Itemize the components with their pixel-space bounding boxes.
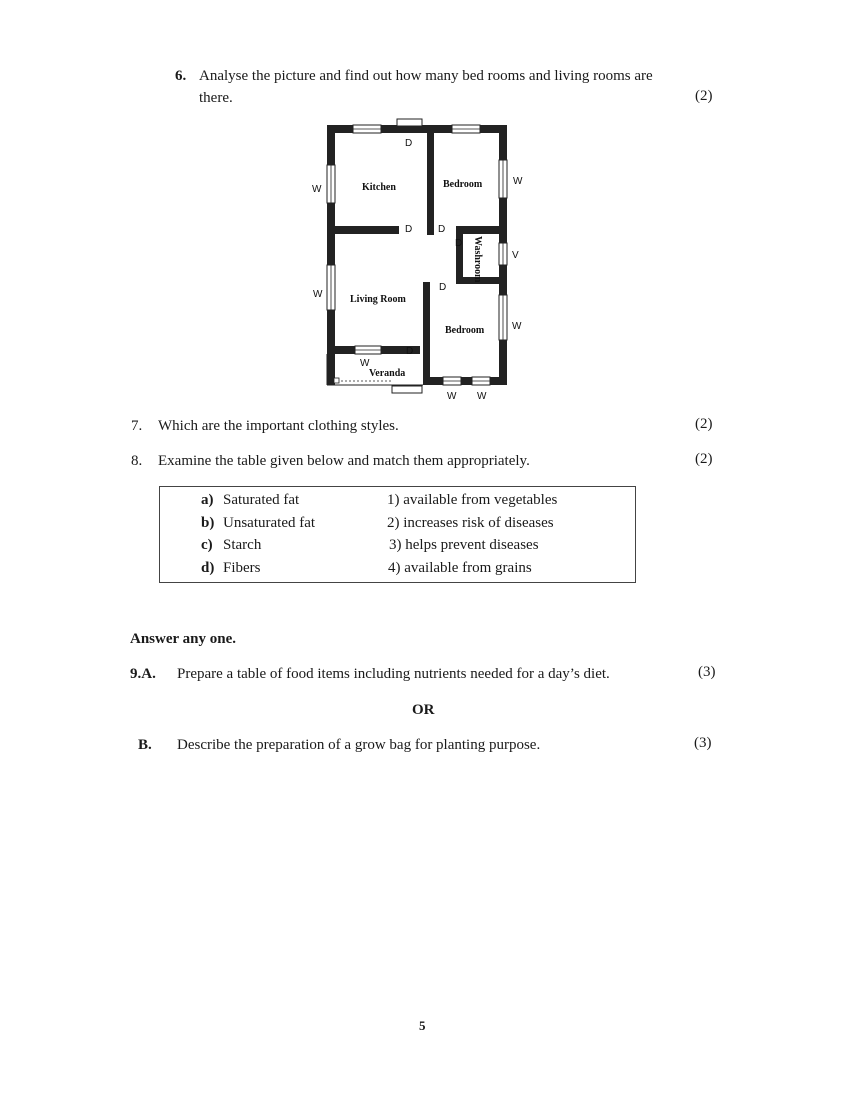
match-row-left: Fibers [223, 560, 261, 576]
window-label: W [512, 321, 522, 332]
veranda-step [392, 386, 422, 393]
room-label-washroom: Washroom [472, 236, 483, 283]
q9a-text: Prepare a table of food items including nutrients needed for a day’s diet. [177, 666, 610, 682]
window-label: W [360, 358, 370, 369]
q9b-text: Describe the preparation of a grow bag for planting purpose. [177, 737, 541, 753]
q9a-number: 9.A. [130, 666, 156, 682]
q8-text: Examine the table given below and match them appropriately. [158, 453, 530, 469]
q7-text: Which are the important clothing styles. [158, 418, 399, 434]
room-label-bedroom-1: Bedroom [443, 179, 483, 190]
match-row-right: 4) available from grains [388, 560, 532, 576]
window-label: W [313, 289, 323, 300]
q7-number: 7. [131, 418, 143, 434]
room-label-veranda: Veranda [369, 368, 406, 379]
wall-living-bedroom [423, 282, 430, 385]
or-separator: OR [412, 702, 435, 718]
match-row-left: Starch [223, 537, 262, 553]
match-row-label: a) [201, 492, 214, 508]
room-label-living-room: Living Room [350, 294, 406, 305]
q9b-number: B. [138, 737, 152, 753]
room-label-kitchen: Kitchen [362, 182, 396, 193]
window-label: W [513, 176, 523, 187]
wall-kitchen-living [327, 226, 399, 234]
q6-marks: (2) [695, 88, 713, 104]
wall-washroom-top [456, 226, 507, 234]
page-number: 5 [419, 1018, 426, 1033]
window-label: W [447, 391, 457, 400]
q8-number: 8. [131, 453, 143, 469]
floor-plan-diagram [305, 115, 525, 400]
match-row-right: 2) increases risk of diseases [387, 515, 554, 531]
wall-kitchen-bedroom [427, 125, 434, 235]
q9b-marks: (3) [694, 735, 712, 751]
match-row-left: Saturated fat [223, 492, 300, 508]
match-row-label: b) [201, 515, 215, 531]
q9a-marks: (3) [698, 664, 716, 680]
q6-text-line1: Analyse the picture and find out how many bed rooms and living rooms are [199, 68, 653, 84]
q6-number: 6. [175, 68, 187, 84]
match-row-left: Unsaturated fat [223, 515, 316, 531]
wall-washroom-left [456, 226, 463, 284]
door-label: D [406, 346, 414, 357]
window-label: W [477, 391, 487, 400]
room-label-bedroom-2: Bedroom [445, 325, 485, 336]
q6-text-line2: there. [199, 90, 233, 106]
window-label: W [312, 184, 322, 195]
q8-marks: (2) [695, 451, 713, 467]
answer-any-heading: Answer any one. [130, 631, 236, 647]
window-label-v: V [512, 250, 519, 261]
door-label: D [405, 224, 413, 235]
door-label: D [439, 282, 447, 293]
door-label: D [438, 224, 446, 235]
door-label: D [455, 238, 463, 249]
wall-bottom-right [423, 377, 507, 385]
match-row-right: 1) available from vegetables [387, 492, 558, 508]
q7-marks: (2) [695, 416, 713, 432]
door-label: D [405, 138, 413, 149]
match-row-right: 3) helps prevent diseases [389, 537, 539, 553]
match-row-label: d) [201, 560, 215, 576]
top-entrance [397, 119, 422, 126]
match-row-label: c) [201, 537, 213, 553]
